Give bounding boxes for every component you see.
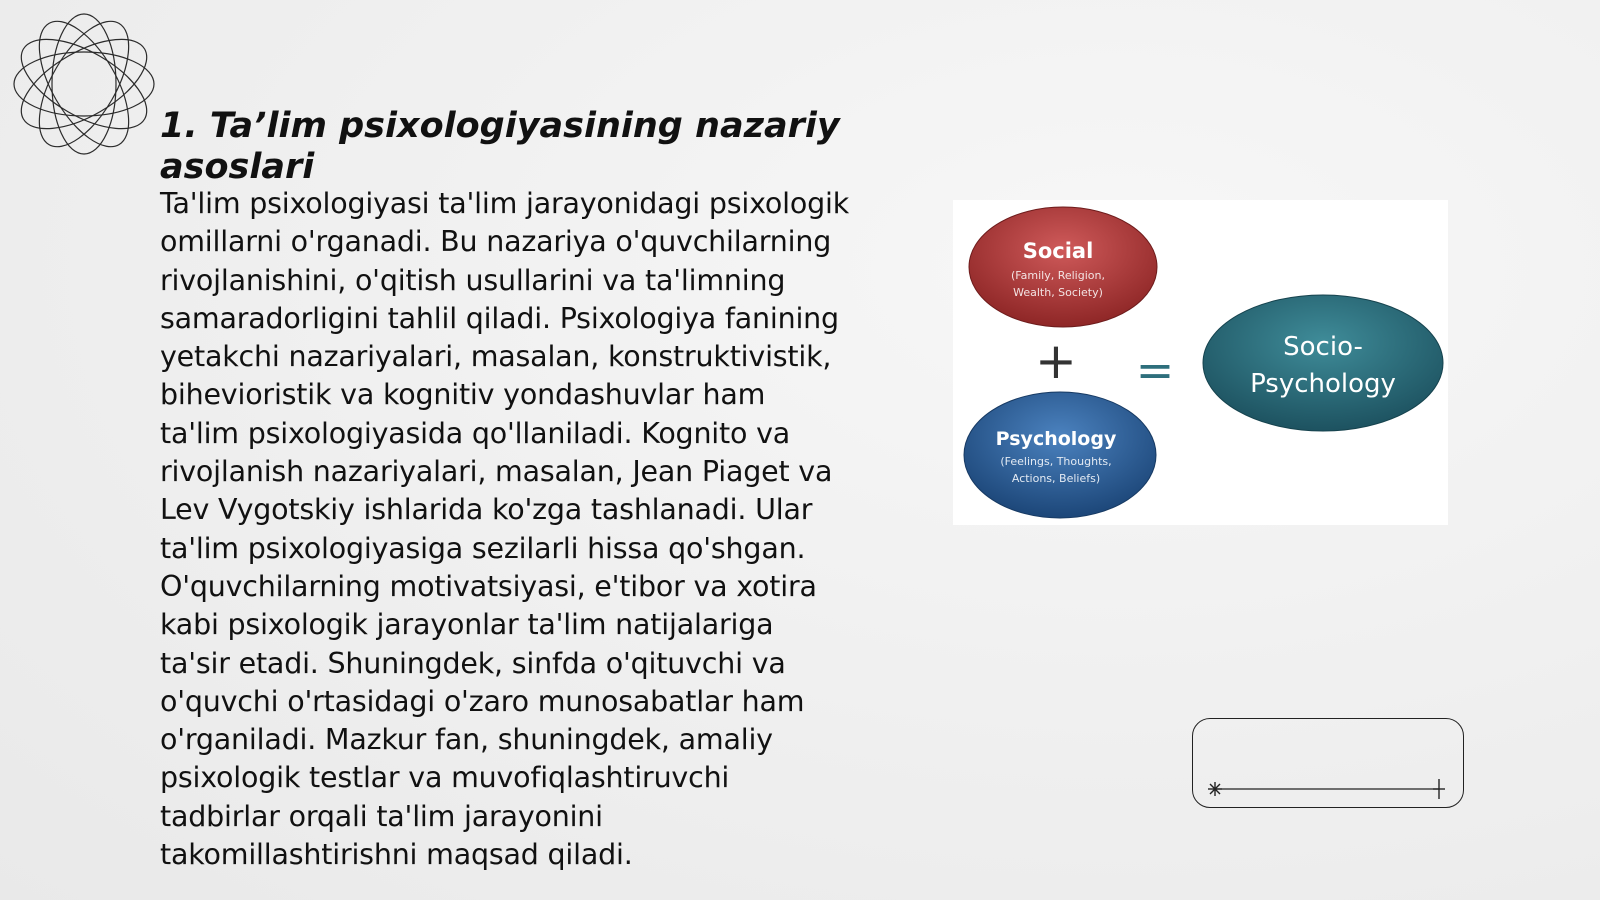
socio-psychology-ellipse — [1203, 295, 1443, 431]
slide-title: 1. Ta’lim psixologiyasining nazariy asoslari — [160, 106, 840, 187]
social-subtitle-line-1: (Family, Religion, — [1011, 269, 1105, 282]
decorative-rounded-box — [1192, 718, 1464, 808]
psychology-subtitle-line-1: (Feelings, Thoughts, — [1000, 455, 1112, 468]
result-line-1: Socio- — [1283, 332, 1363, 362]
social-subtitle-line-2: Wealth, Society) — [1013, 286, 1103, 299]
result-line-2: Psychology — [1250, 369, 1396, 399]
slide-body-text: Ta'lim psixologiyasi ta'lim jarayonidagi psixologik omillarni o'rganadi. Bu nazariya o'quvchilarning rivojlanishini, o'qitish usullarini va ta'limning samaradorligini tahlil qiladi. Psixologiya fanining yetakchi nazariyalari, masalan, konstruktivistik, bihevioristik va kognitiv yondashuvlar ham ta'lim psixologiyasida qo'llaniladi. Kognito va rivojlanish nazariyalari, masalan, Jean Piaget va Lev Vygotskiy ishlarida ko'zga tashlanadi. Ular ta'lim psixologiyasiga sezilarli hissa qo'shgan. O'quvchilarning motivatsiyasi, e'tibor va xotira kabi psixologik jarayonlar ta'lim natijalariga ta'sir etadi. Shuningdek, sinfda o'qituvchi va o'quvchi o'rtasidagi o'zaro munosabatlar ham o'rganiladi. Mazkur fan, shuningdek, amaliy psixologik testlar va muvofiqlashtiruvchi tadbirlar orqali ta'lim jarayonini takomillashtirishni maqsad qiladi. — [160, 187, 850, 872]
orbit-rings-decoration — [10, 10, 158, 158]
equals-sign: = — [1135, 343, 1175, 397]
social-ellipse — [969, 207, 1157, 327]
spark-line-icon — [1193, 719, 1465, 809]
psychology-title: Psychology — [995, 428, 1117, 450]
psychology-subtitle-line-2: Actions, Beliefs) — [1011, 472, 1101, 485]
socio-psychology-diagram — [953, 200, 1448, 525]
social-title: Social — [1022, 239, 1094, 263]
plus-sign: + — [1035, 332, 1077, 390]
